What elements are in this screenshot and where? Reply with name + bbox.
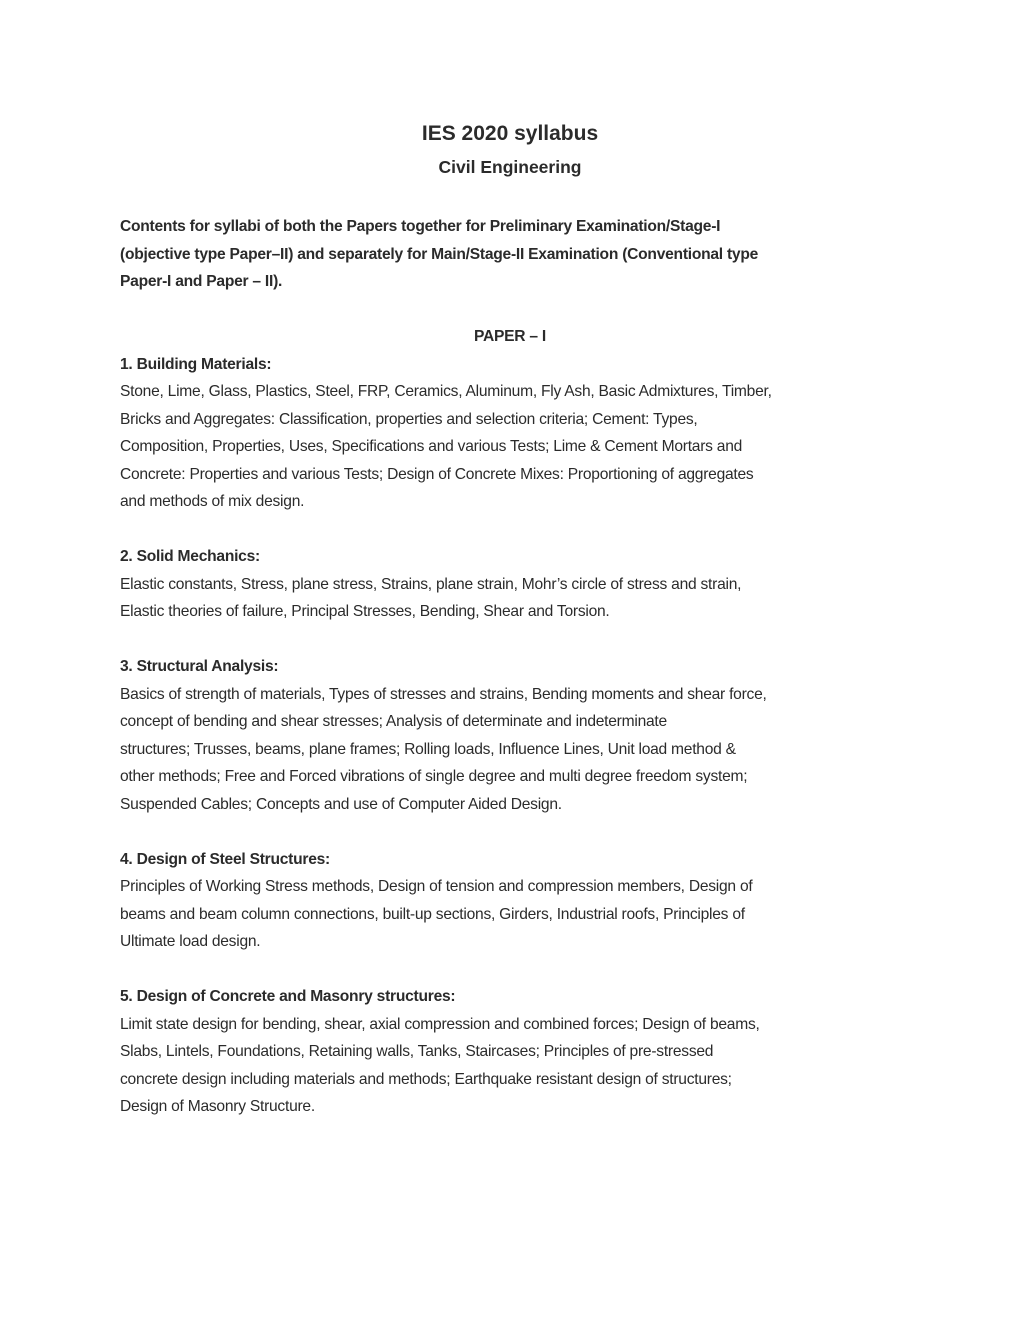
syllabus-section — [120, 351, 920, 516]
section-text-line: and methods of mix design. — [120, 493, 305, 510]
document-subtitle: Civil Engineering — [438, 157, 582, 177]
section-text-line: Principles of Working Stress methods, Design of tension and compression members, Design of — [120, 878, 753, 895]
section-text-line: structures; Trusses, beams, plane frames; Rolling loads, Influence Lines, Unit load method & — [120, 740, 736, 758]
section-heading: 5. Design of Concrete and Masonry structures: — [120, 988, 456, 1005]
intro-line: Contents for syllabi of both the Papers together for Preliminary Examination/Stage-I — [120, 218, 721, 235]
syllabus-section — [120, 653, 920, 818]
section-text-line: concrete design including materials and methods; Earthquake resistant design of structures; — [120, 1070, 732, 1088]
section-text-line: concept of bending and shear stresses; Analysis of determinate and indeterminate — [120, 713, 667, 730]
section-text-line: Ultimate load design. — [120, 933, 261, 950]
intro-paragraph — [120, 213, 920, 296]
section-text-line: Elastic constants, Stress, plane stress, Strains, plane strain, Mohr’s circle of stress and strain, — [120, 575, 742, 593]
intro-line: (objective type Paper–II) and separately for Main/Stage-II Examination (Conventional type — [120, 245, 759, 263]
document-body — [120, 213, 920, 1121]
section-text-line: Composition, Properties, Uses, Specifications and various Tests; Lime & Cement Mortars and — [120, 438, 743, 455]
section-text-line: beams and beam column connections, built-up sections, Girders, Industrial roofs, Principles of — [120, 905, 745, 923]
section-heading: 2. Solid Mechanics: — [120, 548, 260, 565]
section-text-line: Concrete: Properties and various Tests; Design of Concrete Mixes: Proportioning of aggregates — [120, 465, 754, 483]
section-text-line: Bricks and Aggregates: Classification, properties and selection criteria; Cement: Types, — [120, 410, 698, 428]
section-heading: 1. Building Materials: — [120, 355, 272, 373]
section-text-line: other methods; Free and Forced vibrations of single degree and multi degree freedom system; — [120, 768, 748, 785]
syllabus-section — [120, 543, 920, 626]
section-text-line: Basics of strength of materials, Types of stresses and strains, Bending moments and shear force, — [120, 685, 767, 703]
section-text-line: Elastic theories of failure, Principal Stresses, Bending, Shear and Torsion. — [120, 603, 610, 620]
syllabus-section — [120, 983, 920, 1121]
section-heading: 3. Structural Analysis: — [120, 658, 279, 675]
section-text-line: Limit state design for bending, shear, axial compression and combined forces; Design of beams, — [120, 1015, 760, 1033]
syllabus-section — [120, 846, 920, 956]
section-text-line: Suspended Cables; Concepts and use of Computer Aided Design. — [120, 795, 562, 813]
paper-heading: PAPER – I — [474, 328, 546, 345]
sections — [120, 351, 920, 1121]
document-title: IES 2020 syllabus — [421, 122, 599, 145]
section-heading: 4. Design of Steel Structures: — [120, 850, 330, 868]
intro-line: Paper-I and Paper – II). — [120, 273, 283, 290]
section-text-line: Stone, Lime, Glass, Plastics, Steel, FRP, Ceramics, Aluminum, Fly Ash, Basic Admixtures, Timber, — [120, 383, 772, 400]
section-text-line: Slabs, Lintels, Foundations, Retaining walls, Tanks, Staircases; Principles of pre-stressed — [120, 1043, 714, 1060]
section-text-line: Design of Masonry Structure. — [120, 1098, 315, 1115]
